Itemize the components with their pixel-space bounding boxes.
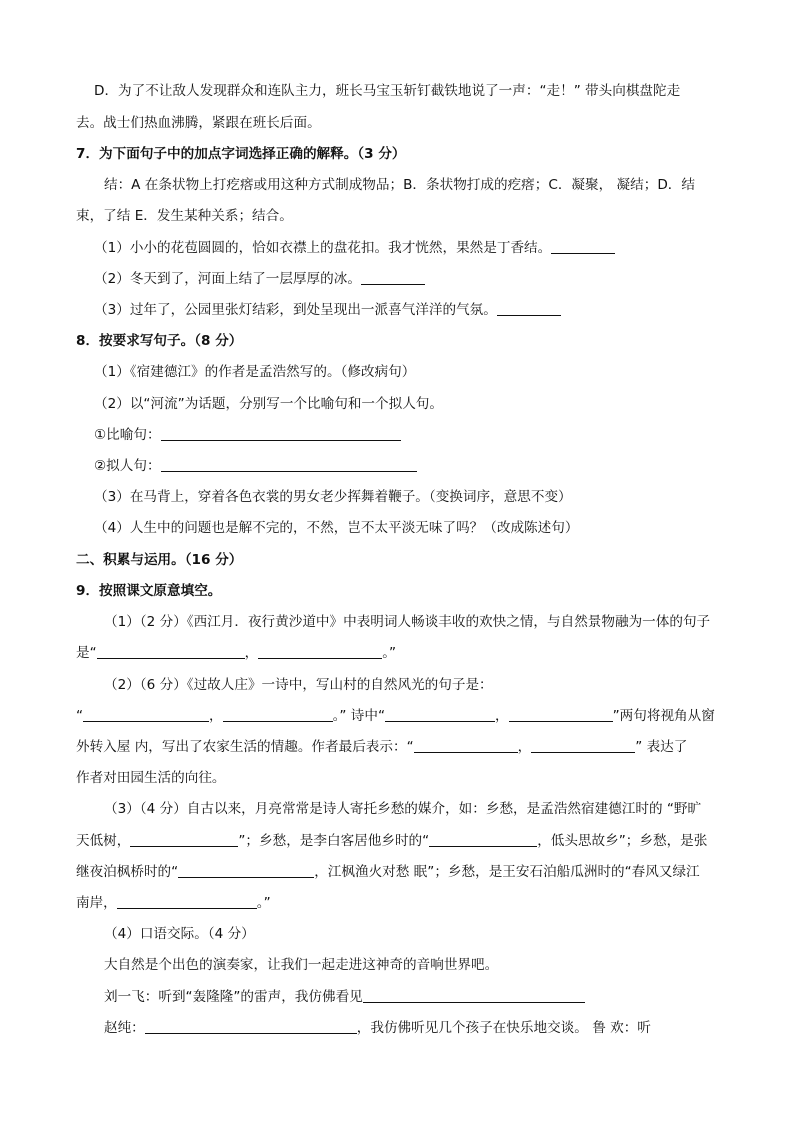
question-8-item-3: （3）在马背上，穿着各色衣裳的男女老少挥舞着鞭子。（变换词序，意思不变） [94,489,572,505]
answer-blank[interactable] [83,707,209,722]
personification-line: ②拟人句： [94,456,417,476]
answer-blank[interactable] [385,707,495,722]
answer-blank[interactable] [117,894,257,909]
question-9-1-line-1: （1）（2 分）《西江月．夜行黄沙道中》中表明词人畅谈丰收的欢快之情，与自然景物融为一体的句子 [104,614,711,630]
question-7-definitions-2: 束，了结 E．发生某种关系；结合。 [76,208,293,224]
question-8-item-4: （4）人生中的问题也是解不完的，不然，岂不太平淡无味了吗？（改成陈述句） [94,520,579,536]
personification-blank[interactable] [161,457,417,472]
simile-blank[interactable] [161,426,401,441]
question-8-item-2: （2）以“河流”为话题，分别写一个比喻句和一个拟人句。 [94,396,443,412]
answer-blank[interactable] [178,863,314,878]
question-9-2-line-2: “ ， 。” 诗中“ ， ”两句将视角从窗 [76,708,715,724]
answer-blank[interactable] [551,239,615,254]
answer-blank[interactable] [429,832,537,847]
question-7-item-3: （3）过年了，公园里张灯结彩，到处呈现出一派喜气洋洋的气氛。 [94,300,561,320]
dialogue-zhao: 赵纯： ，我仿佛听见几个孩子在快乐地交谈。 鲁 欢：听 [104,1020,651,1036]
answer-blank[interactable] [130,832,238,847]
question-9-1-line-2: 是“ ， 。” [76,645,397,661]
answer-blank[interactable] [97,644,245,659]
dialogue-liu: 刘一飞：听到“轰隆隆”的雷声，我仿佛看见 [104,987,585,1007]
simile-line: ①比喻句： [94,425,401,445]
answer-blank[interactable] [145,1019,357,1034]
answer-blank[interactable] [509,707,613,722]
answer-blank[interactable] [361,270,425,285]
answer-blank[interactable] [414,738,518,753]
section-2-title: 二、积累与运用。（16 分） [76,552,243,568]
answer-blank[interactable] [531,738,635,753]
answer-blank[interactable] [363,988,585,1003]
option-d-line-1: D．为了不让敌人发现群众和连队主力，班长马宝玉斩钉截铁地说了一声：“走！” 带头向棋盘陀走 [94,83,681,99]
question-9-3-line-4: 南岸， 。” [76,895,271,911]
question-9-2-line-1: （2）（6 分）《过故人庄》一诗中，写山村的自然风光的句子是： [104,677,493,693]
answer-blank[interactable] [497,301,561,316]
question-7-definitions-1: 结：A 在条状物上打疙瘩或用这种方式制成物品；B．条状物打成的疙瘩；C．凝聚， 凝结；D．结 [104,177,695,193]
question-9-4-intro: 大自然是个出色的演奏家，让我们一起走进这神奇的音响世界吧。 [104,957,499,973]
question-7-title: 7．为下面句子中的加点字词选择正确的解释。（3 分） [76,146,406,162]
question-8-item-1: （1）《宿建德江》的作者是孟浩然写的。（修改病句） [94,364,416,380]
question-9-3-line-2: 天低树， ”；乡愁，是李白客居他乡时的“ ，低头思故乡”；乡愁，是张 [76,833,708,849]
question-8-title: 8．按要求写句子。（8 分） [76,333,243,349]
question-9-4-title: （4）口语交际。（4 分） [104,926,255,942]
question-9-2-line-3: 外转入屋 内，写出了农家生活的情趣。作者最后表示：“ ， ” 表达了 [76,739,688,755]
answer-blank[interactable] [258,644,382,659]
option-d-line-2: 去。战士们热血沸腾，紧跟在班长后面。 [76,115,321,131]
question-9-3-line-1: （3）（4 分）自古以来，月亮常常是诗人寄托乡愁的媒介，如：乡愁，是孟浩然宿建德江时的 “野旷 [104,801,702,817]
question-9-title: 9．按照课文原意填空。 [76,583,222,599]
question-7-item-1: （1）小小的花苞圆圆的，恰如衣襟上的盘花扣。我才恍然，果然是丁香结。 [94,238,615,258]
answer-blank[interactable] [223,707,333,722]
question-9-3-line-3: 继夜泊枫桥时的“ ，江枫渔火对愁 眠”；乡愁，是王安石泊船瓜洲时的“春风又绿江 [76,864,700,880]
question-7-item-2: （2）冬天到了，河面上结了一层厚厚的冰。 [94,269,425,289]
question-9-2-line-4: 作者对田园生活的向往。 [76,770,226,786]
